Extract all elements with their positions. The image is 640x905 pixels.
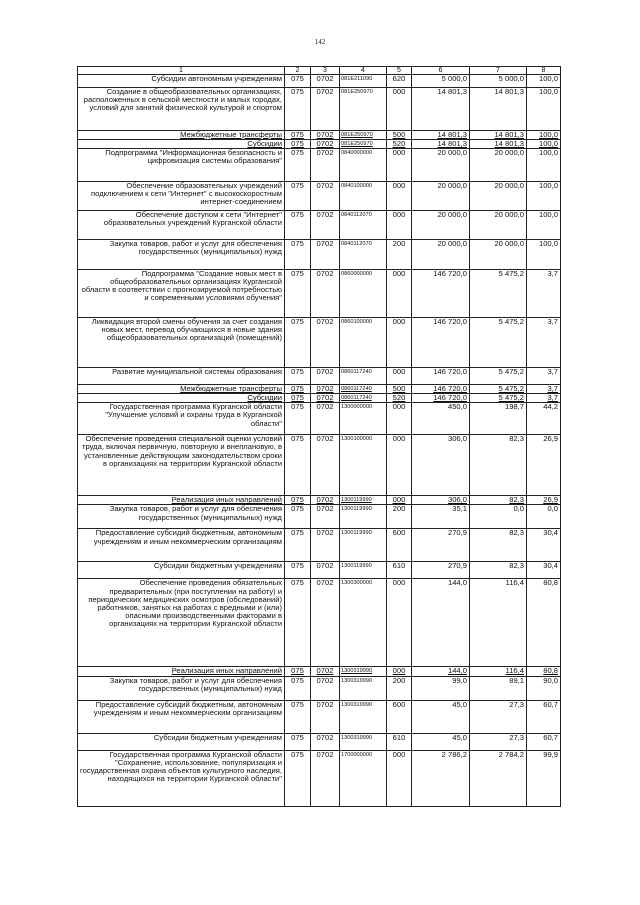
section-code-cell: 0702 (311, 149, 340, 182)
percent-cell: 44,2 (527, 403, 561, 435)
percent-cell: 100,0 (527, 140, 561, 149)
actual-amount-cell: 20 000,0 (470, 182, 527, 211)
table-row (78, 403, 561, 435)
percent-cell: 3,7 (527, 318, 561, 368)
column-header: 3 (311, 67, 340, 75)
admin-code-cell: 075 (285, 733, 311, 750)
admin-code-cell: 075 (285, 505, 311, 529)
expense-type-cell: 520 (387, 394, 412, 403)
section-code-cell: 0702 (311, 211, 340, 240)
actual-amount-cell: 0,0 (470, 505, 527, 529)
expense-type-cell: 000 (387, 88, 412, 131)
row-name-cell: Закупка товаров, работ и услуг для обеспечения государственных (муниципальных) нужд (78, 676, 285, 700)
row-name-cell: Обеспечение проведения обязательных предварительных (при поступлении на работу) и периодических медицинских осмотров (обследований) работников, занятых на работах с вредными и (или) опасными производственными факторами в организациях на территории Курганской области (78, 579, 285, 667)
percent-cell: 26,9 (527, 496, 561, 505)
expense-type-cell: 000 (387, 368, 412, 385)
planned-amount-cell: 14 801,3 (412, 88, 470, 131)
table-row (78, 562, 561, 579)
table-row (78, 435, 561, 496)
actual-amount-cell: 5 475,2 (470, 385, 527, 394)
planned-amount-cell: 146 720,0 (412, 394, 470, 403)
target-code-cell: 0860117240 (340, 368, 387, 385)
planned-amount-cell: 20 000,0 (412, 240, 470, 270)
row-name-cell: Подпрограмма "Информационная безопасность и цифровизация системы образования" (78, 149, 285, 182)
actual-amount-cell: 27,3 (470, 733, 527, 750)
percent-cell: 3,7 (527, 394, 561, 403)
actual-amount-cell: 20 000,0 (470, 240, 527, 270)
column-header: 5 (387, 67, 412, 75)
section-code-cell: 0702 (311, 700, 340, 733)
actual-amount-cell: 2 784,2 (470, 750, 527, 806)
admin-code-cell: 075 (285, 270, 311, 318)
admin-code-cell: 075 (285, 368, 311, 385)
target-code-cell: 0860117240 (340, 385, 387, 394)
expense-type-cell: 000 (387, 667, 412, 676)
table-row (78, 579, 561, 667)
actual-amount-cell: 14 801,3 (470, 140, 527, 149)
percent-cell: 100,0 (527, 88, 561, 131)
admin-code-cell: 075 (285, 700, 311, 733)
expense-type-cell: 000 (387, 270, 412, 318)
admin-code-cell: 075 (285, 385, 311, 394)
actual-amount-cell: 116,4 (470, 667, 527, 676)
table-header-row (78, 67, 561, 75)
expense-type-cell: 000 (387, 750, 412, 806)
expense-type-cell: 500 (387, 131, 412, 140)
row-name-cell: Субсидии (78, 394, 285, 403)
percent-cell: 100,0 (527, 131, 561, 140)
target-code-cell: 0860117240 (340, 394, 387, 403)
expense-type-cell: 600 (387, 529, 412, 562)
actual-amount-cell: 82,3 (470, 562, 527, 579)
table-row (78, 211, 561, 240)
planned-amount-cell: 20 000,0 (412, 149, 470, 182)
section-code-cell: 0702 (311, 318, 340, 368)
column-header: 7 (470, 67, 527, 75)
planned-amount-cell: 45,0 (412, 700, 470, 733)
row-name-cell: Субсидии бюджетным учреждениям (78, 733, 285, 750)
planned-amount-cell: 99,0 (412, 676, 470, 700)
row-name-cell: Субсидии автономным учреждениям (78, 75, 285, 88)
expense-type-cell: 610 (387, 562, 412, 579)
planned-amount-cell: 144,0 (412, 667, 470, 676)
table-row (78, 385, 561, 394)
percent-cell: 26,9 (527, 435, 561, 496)
percent-cell: 80,8 (527, 667, 561, 676)
admin-code-cell: 075 (285, 211, 311, 240)
target-code-cell: 081E250970 (340, 131, 387, 140)
target-code-cell: 0840112070 (340, 240, 387, 270)
table-row (78, 75, 561, 88)
column-header: 6 (412, 67, 470, 75)
expense-type-cell: 000 (387, 318, 412, 368)
section-code-cell: 0702 (311, 579, 340, 667)
admin-code-cell: 075 (285, 131, 311, 140)
planned-amount-cell: 306,0 (412, 496, 470, 505)
planned-amount-cell: 35,1 (412, 505, 470, 529)
planned-amount-cell: 14 801,3 (412, 131, 470, 140)
actual-amount-cell: 5 475,2 (470, 394, 527, 403)
planned-amount-cell: 146 720,0 (412, 385, 470, 394)
page-number: 142 (314, 38, 326, 46)
target-code-cell: 1300319990 (340, 733, 387, 750)
planned-amount-cell: 146 720,0 (412, 270, 470, 318)
expense-type-cell: 000 (387, 435, 412, 496)
planned-amount-cell: 146 720,0 (412, 368, 470, 385)
percent-cell: 3,7 (527, 270, 561, 318)
target-code-cell: 1300119990 (340, 496, 387, 505)
section-code-cell: 0702 (311, 733, 340, 750)
target-code-cell: 1300100000 (340, 435, 387, 496)
table-row (78, 700, 561, 733)
percent-cell: 100,0 (527, 75, 561, 88)
target-code-cell: 081E250970 (340, 140, 387, 149)
admin-code-cell: 075 (285, 240, 311, 270)
target-code-cell: 1300300000 (340, 579, 387, 667)
expense-type-cell: 200 (387, 505, 412, 529)
row-name-cell: Ликвидация второй смены обучения за счет создания новых мест, перевод обучающихся в новые здания общеобразовательных организаций (помещений) (78, 318, 285, 368)
table-row (78, 140, 561, 149)
admin-code-cell: 075 (285, 403, 311, 435)
section-code-cell: 0702 (311, 270, 340, 318)
actual-amount-cell: 116,4 (470, 579, 527, 667)
expense-type-cell: 520 (387, 140, 412, 149)
row-name-cell: Подпрограмма "Создание новых мест в общеобразовательных организациях Курганской области в соответствии с прогнозируемой потребностью и современными условиями обучения" (78, 270, 285, 318)
expense-type-cell: 000 (387, 496, 412, 505)
table-row (78, 270, 561, 318)
row-name-cell: Реализация иных направлений (78, 496, 285, 505)
actual-amount-cell: 82,3 (470, 529, 527, 562)
section-code-cell: 0702 (311, 505, 340, 529)
section-code-cell: 0702 (311, 182, 340, 211)
percent-cell: 60,7 (527, 700, 561, 733)
target-code-cell: 1300000000 (340, 403, 387, 435)
table-row (78, 368, 561, 385)
expense-type-cell: 200 (387, 240, 412, 270)
planned-amount-cell: 14 801,3 (412, 140, 470, 149)
target-code-cell: 1700000000 (340, 750, 387, 806)
admin-code-cell: 075 (285, 75, 311, 88)
percent-cell: 30,4 (527, 529, 561, 562)
expense-type-cell: 620 (387, 75, 412, 88)
actual-amount-cell: 82,3 (470, 435, 527, 496)
actual-amount-cell: 20 000,0 (470, 149, 527, 182)
section-code-cell: 0702 (311, 88, 340, 131)
expense-type-cell: 600 (387, 700, 412, 733)
row-name-cell: Субсидии бюджетным учреждениям (78, 562, 285, 579)
expense-type-cell: 000 (387, 403, 412, 435)
actual-amount-cell: 14 801,3 (470, 131, 527, 140)
section-code-cell: 0702 (311, 562, 340, 579)
planned-amount-cell: 146 720,0 (412, 318, 470, 368)
admin-code-cell: 075 (285, 318, 311, 368)
column-header: 8 (527, 67, 561, 75)
table-row (78, 733, 561, 750)
admin-code-cell: 075 (285, 394, 311, 403)
target-code-cell: 0840000000 (340, 149, 387, 182)
row-name-cell: Государственная программа Курганской области "Улучшение условий и охраны труда в Курганской области" (78, 403, 285, 435)
target-code-cell: 1300119990 (340, 562, 387, 579)
actual-amount-cell: 5 000,0 (470, 75, 527, 88)
section-code-cell: 0702 (311, 403, 340, 435)
admin-code-cell: 075 (285, 496, 311, 505)
admin-code-cell: 075 (285, 750, 311, 806)
section-code-cell: 0702 (311, 529, 340, 562)
planned-amount-cell: 270,9 (412, 562, 470, 579)
section-code-cell: 0702 (311, 394, 340, 403)
table-row (78, 676, 561, 700)
percent-cell: 30,4 (527, 562, 561, 579)
row-name-cell: Закупка товаров, работ и услуг для обеспечения государственных (муниципальных) нужд (78, 505, 285, 529)
expense-type-cell: 500 (387, 385, 412, 394)
actual-amount-cell: 14 801,3 (470, 88, 527, 131)
table-row (78, 240, 561, 270)
table-row (78, 505, 561, 529)
column-header: 2 (285, 67, 311, 75)
percent-cell: 3,7 (527, 368, 561, 385)
actual-amount-cell: 198,7 (470, 403, 527, 435)
column-header: 1 (78, 67, 285, 75)
expense-type-cell: 000 (387, 211, 412, 240)
percent-cell: 0,0 (527, 505, 561, 529)
section-code-cell: 0702 (311, 676, 340, 700)
percent-cell: 100,0 (527, 149, 561, 182)
table-row (78, 149, 561, 182)
percent-cell: 100,0 (527, 182, 561, 211)
table-row (78, 88, 561, 131)
section-code-cell: 0702 (311, 435, 340, 496)
expense-type-cell: 000 (387, 579, 412, 667)
actual-amount-cell: 5 475,2 (470, 318, 527, 368)
section-code-cell: 0702 (311, 667, 340, 676)
actual-amount-cell: 5 475,2 (470, 368, 527, 385)
section-code-cell: 0702 (311, 75, 340, 88)
percent-cell: 60,7 (527, 733, 561, 750)
section-code-cell: 0702 (311, 131, 340, 140)
admin-code-cell: 075 (285, 435, 311, 496)
admin-code-cell: 075 (285, 667, 311, 676)
row-name-cell: Межбюджетные трансферты (78, 385, 285, 394)
planned-amount-cell: 5 000,0 (412, 75, 470, 88)
actual-amount-cell: 20 000,0 (470, 211, 527, 240)
planned-amount-cell: 20 000,0 (412, 211, 470, 240)
percent-cell: 3,7 (527, 385, 561, 394)
percent-cell: 80,8 (527, 579, 561, 667)
actual-amount-cell: 5 475,2 (470, 270, 527, 318)
row-name-cell: Межбюджетные трансферты (78, 131, 285, 140)
budget-table (77, 66, 561, 807)
table-row (78, 318, 561, 368)
planned-amount-cell: 306,0 (412, 435, 470, 496)
admin-code-cell: 075 (285, 182, 311, 211)
actual-amount-cell: 89,1 (470, 676, 527, 700)
row-name-cell: Государственная программа Курганской области "Сохранение, использование, популяризация и государственная охрана объектов культурного наследия, находящихся на территории Курганской области" (78, 750, 285, 806)
admin-code-cell: 075 (285, 676, 311, 700)
section-code-cell: 0702 (311, 750, 340, 806)
target-code-cell: 1300319990 (340, 676, 387, 700)
table-row (78, 496, 561, 505)
target-code-cell: 1300119990 (340, 505, 387, 529)
target-code-cell: 0860000000 (340, 270, 387, 318)
table-row (78, 750, 561, 806)
target-code-cell: 1300319990 (340, 700, 387, 733)
row-name-cell: Обеспечение образовательных учреждений подключением к сети "Интернет" с высокоскоростным интернет-соединением (78, 182, 285, 211)
expense-type-cell: 200 (387, 676, 412, 700)
row-name-cell: Предоставление субсидий бюджетным, автономным учреждениям и иным некоммерческим организациям (78, 700, 285, 733)
percent-cell: 100,0 (527, 240, 561, 270)
row-name-cell: Субсидии (78, 140, 285, 149)
table-row (78, 131, 561, 140)
row-name-cell: Предоставление субсидий бюджетным, автономным учреждениям и иным некоммерческим организациям (78, 529, 285, 562)
target-code-cell: 0840112070 (340, 211, 387, 240)
table-row (78, 394, 561, 403)
planned-amount-cell: 45,0 (412, 733, 470, 750)
table-row (78, 667, 561, 676)
admin-code-cell: 075 (285, 88, 311, 131)
row-name-cell: Обеспечение доступом к сети "Интернет" образовательных учреждений Курганской области (78, 211, 285, 240)
row-name-cell: Реализация иных направлений (78, 667, 285, 676)
admin-code-cell: 075 (285, 149, 311, 182)
planned-amount-cell: 450,0 (412, 403, 470, 435)
table-row (78, 529, 561, 562)
row-name-cell: Развитие муниципальной системы образования (78, 368, 285, 385)
expense-type-cell: 000 (387, 149, 412, 182)
row-name-cell: Закупка товаров, работ и услуг для обеспечения государственных (муниципальных) нужд (78, 240, 285, 270)
expense-type-cell: 610 (387, 733, 412, 750)
section-code-cell: 0702 (311, 385, 340, 394)
expense-type-cell: 000 (387, 182, 412, 211)
column-header: 4 (340, 67, 387, 75)
section-code-cell: 0702 (311, 140, 340, 149)
planned-amount-cell: 2 786,2 (412, 750, 470, 806)
target-code-cell: 1300119990 (340, 529, 387, 562)
admin-code-cell: 075 (285, 529, 311, 562)
actual-amount-cell: 27,3 (470, 700, 527, 733)
percent-cell: 99,9 (527, 750, 561, 806)
row-name-cell: Создание в общеобразовательных организациях, расположенных в сельской местности и малых городах, условий для занятий физической культурой и спортом (78, 88, 285, 131)
target-code-cell: 1300319990 (340, 667, 387, 676)
section-code-cell: 0702 (311, 368, 340, 385)
percent-cell: 90,0 (527, 676, 561, 700)
target-code-cell: 081E211090 (340, 75, 387, 88)
actual-amount-cell: 82,3 (470, 496, 527, 505)
table-row (78, 182, 561, 211)
target-code-cell: 081E250970 (340, 88, 387, 131)
admin-code-cell: 075 (285, 140, 311, 149)
percent-cell: 100,0 (527, 211, 561, 240)
planned-amount-cell: 270,9 (412, 529, 470, 562)
admin-code-cell: 075 (285, 579, 311, 667)
planned-amount-cell: 20 000,0 (412, 182, 470, 211)
admin-code-cell: 075 (285, 562, 311, 579)
target-code-cell: 0860100000 (340, 318, 387, 368)
section-code-cell: 0702 (311, 240, 340, 270)
section-code-cell: 0702 (311, 496, 340, 505)
target-code-cell: 0840100000 (340, 182, 387, 211)
planned-amount-cell: 144,0 (412, 579, 470, 667)
row-name-cell: Обеспечение проведения специальной оценки условий труда, включая первичную, повторную и внеплановую, в установленные действующим законодательством сроки в организациях на территории Курганской области (78, 435, 285, 496)
